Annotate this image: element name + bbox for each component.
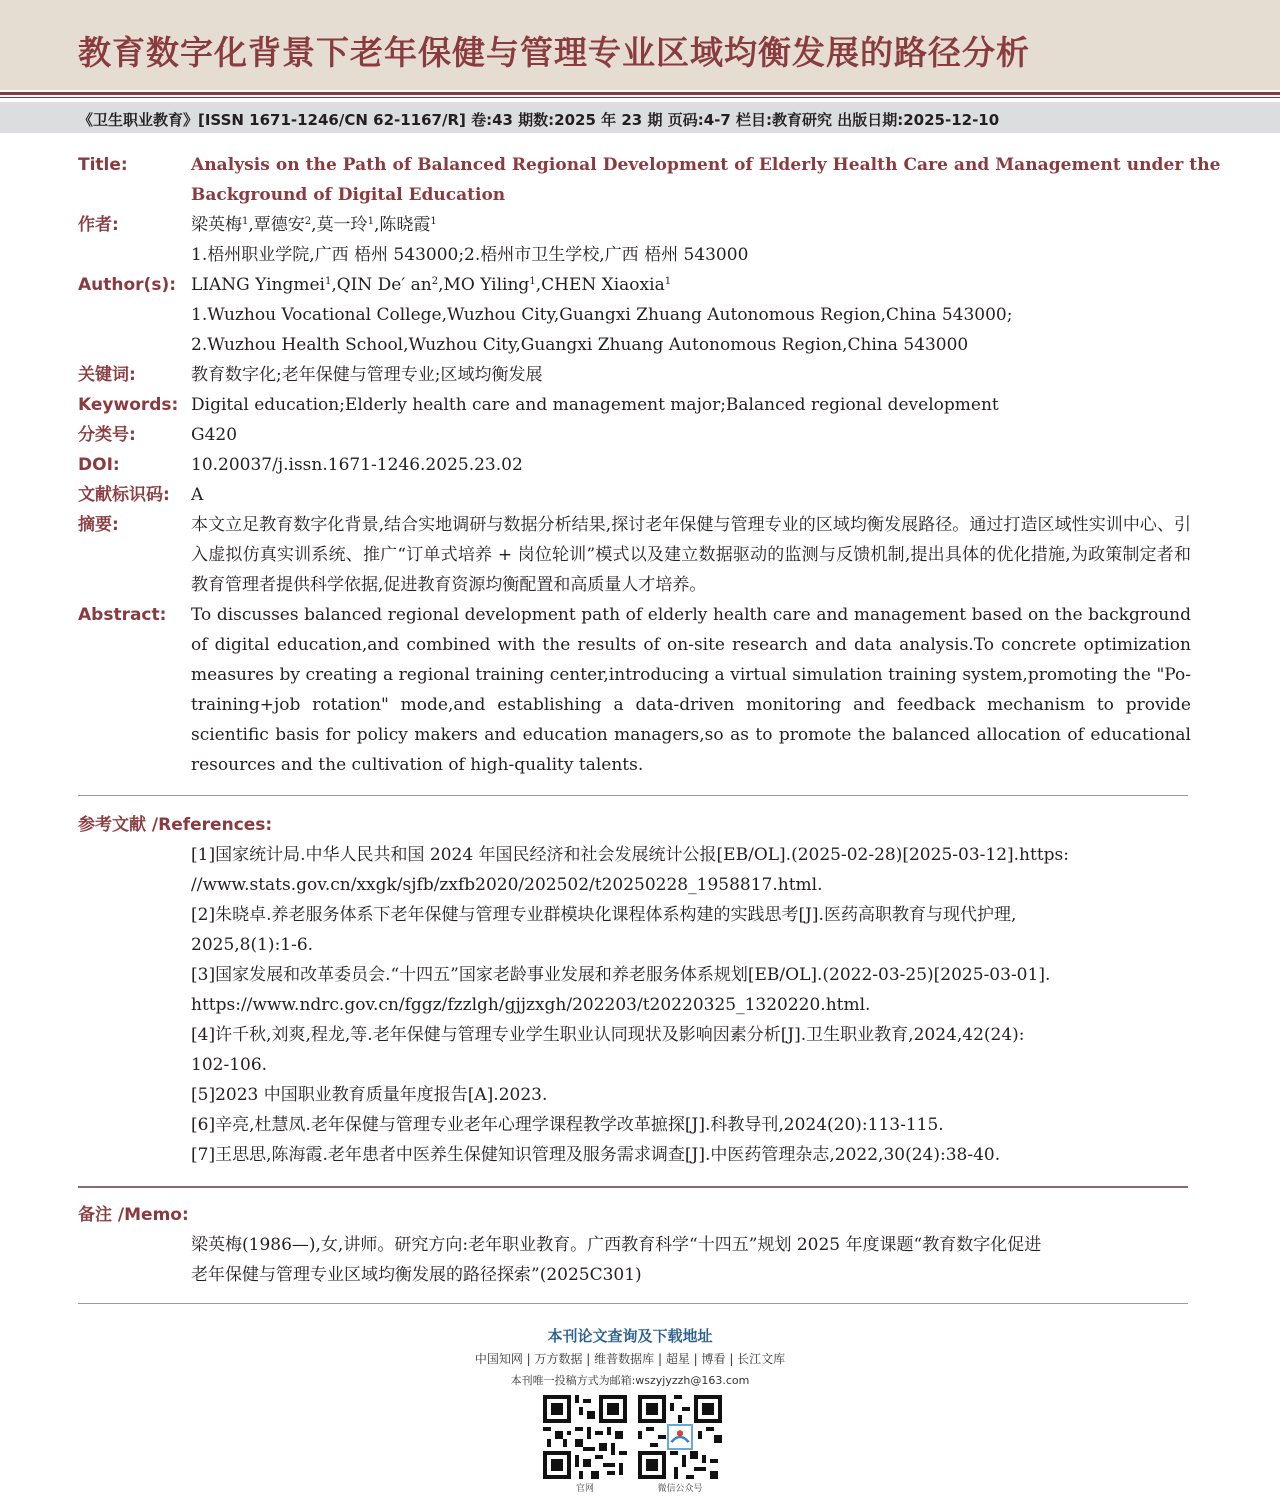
classification-value: G420	[191, 425, 238, 445]
author-cn: 莫一玲	[316, 215, 368, 235]
reference-line: [3]国家发展和改革委员会.“十四五”国家老龄事业发展和养老服务体系规划[EB/OL].(2022-03-25)[2025-03-01].	[191, 965, 1051, 985]
abstract-cn-label: 摘要:	[78, 515, 119, 535]
affiliation-en-2: 2.Wuzhou Health School,Wuzhou City,Guangxi Zhuang Autonomous Region,China 543000	[191, 335, 969, 355]
author-sup: 1	[430, 216, 437, 227]
author-sup: 1	[242, 216, 249, 227]
author-sup: 1	[367, 216, 374, 227]
footer-title: 本刊论文查询及下载地址	[547, 1327, 713, 1345]
author-cn: 陈晓霞	[379, 215, 431, 235]
reference-line: [6]辛亮,杜慧凤.老年保健与管理专业老年心理学课程教学改革摭探[J].科教导刊,2024(20):113-115.	[191, 1115, 944, 1135]
section-divider	[78, 1303, 1188, 1304]
memo-line-2: 老年保健与管理专业区域均衡发展的路径探索”(2025C301)	[191, 1265, 642, 1285]
authors-en-value	[191, 270, 1191, 360]
reference-line: [4]许千秋,刘爽,程龙,等.老年保健与管理专业学生职业认同现状及影响因素分析[J].卫生职业教育,2024,42(24):	[191, 1025, 1025, 1045]
website-qr-caption: 官网	[575, 1484, 594, 1494]
journal-meta: 《卫生职业教育》[ISSN 1671-1246/CN 62-1167/R] 卷:43 期数:2025 年 23 期 页码:4-7 栏目:教育研究 出版日期:2025-12-10	[78, 111, 1000, 129]
authors-en-label: Author(s):	[78, 275, 177, 295]
journal-meta-band	[0, 102, 1280, 133]
keywords-cn-label: 关键词:	[78, 365, 136, 385]
title-divider	[0, 92, 1280, 95]
author-sup: 1	[324, 276, 332, 287]
reference-line: 2025,8(1):1-6.	[191, 935, 314, 955]
authors-cn-line: 梁英梅$^1$,覃德安$^2$,莫一玲$^1$,陈晓霞$^1$	[191, 215, 437, 235]
memo-heading: 备注 /Memo:	[78, 1205, 189, 1225]
section-divider	[78, 1186, 1188, 1188]
title-band	[0, 0, 1280, 90]
memo-body	[191, 1230, 1191, 1290]
reference-line: [1]国家统计局.中华人民共和国 2024 年国民经济和社会发展统计公报[EB/OL].(2025-02-28)[2025-03-12].https:	[191, 845, 1069, 865]
author-sup: 2	[304, 216, 312, 227]
reference-line: [7]王思思,陈海霞.老年患者中医养生保健知识管理及服务需求调查[J].中医药管理杂志,2022,30(24):38-40.	[191, 1145, 1001, 1165]
affiliation-en-1: 1.Wuzhou Vocational College,Wuzhou City,Guangxi Zhuang Autonomous Region,China 543000;	[191, 305, 1013, 325]
memo-line-1: 梁英梅(1986—),女,讲师。研究方向:老年职业教育。广西教育科学“十四五”规划 2025 年度课题“教育数字化促进	[191, 1235, 1042, 1255]
classification-label: 分类号:	[78, 425, 136, 445]
keywords-en-label: Keywords:	[78, 395, 179, 415]
author-en: CHEN Xiaoxia	[541, 275, 665, 295]
doi-label: DOI:	[78, 455, 120, 475]
reference-line: [5]2023 中国职业教育质量年度报告[A].2023.	[191, 1085, 548, 1105]
title-value	[191, 150, 1221, 210]
title-line-2: Background of Digital Education	[191, 185, 506, 205]
author-sup: 1	[529, 276, 536, 287]
author-sup: 2	[431, 276, 439, 287]
abstract-cn-value: 本文立足教育数字化背景,结合实地调研与数据分析结果,探讨老年保健与管理专业的区域均衡发展路径。通过打造区域性实训中心、引入虚拟仿真实训系统、推广“订单式培养 + 岗位轮训”模式以及建立数据驱动的监测与反馈机制,提出具体的优化措施,为政策制定者和教育管理者提供科学依据,促进教育资源均衡配置和高质量人才培养。	[191, 515, 1191, 595]
references-heading: 参考文献 /References:	[78, 815, 273, 835]
wechat-qr-caption: 微信公众号	[657, 1484, 703, 1494]
footer-email[interactable]: 本刊唯一投稿方式为邮箱:wszyjyzzh@163.com	[510, 1374, 750, 1387]
doc-code-label: 文献标识码:	[78, 485, 170, 505]
references-list	[191, 840, 1191, 1170]
title-label: Title:	[78, 155, 128, 175]
author-en: LIANG Yingmei	[191, 275, 325, 295]
affiliation-cn: 1.梧州职业学院,广西 梧州 543000;2.梧州市卫生学校,广西 梧州 543000	[191, 245, 749, 265]
author-en: MO Yiling	[443, 275, 530, 295]
reference-line[interactable]: //www.stats.gov.cn/xxgk/sjfb/zxfb2020/202502/t20250228_1958817.html.	[191, 875, 823, 895]
website-qr-code[interactable]	[543, 1395, 627, 1479]
author-en: QIN De′ an	[336, 275, 432, 295]
reference-line[interactable]: https://www.ndrc.gov.cn/fggz/fzzlgh/gjjzxgh/202203/t20220325_1320220.html.	[191, 995, 871, 1015]
doi-value[interactable]: 10.20037/j.issn.1671-1246.2025.23.02	[191, 455, 523, 475]
authors-cn-value	[191, 210, 1191, 270]
keywords-cn-value: 教育数字化;老年保健与管理专业;区域均衡发展	[191, 365, 543, 385]
title-line-1: Analysis on the Path of Balanced Regional Development of Elderly Health Care and Management under the	[191, 155, 1221, 175]
section-divider	[78, 795, 1188, 796]
authors-cn-label: 作者:	[78, 215, 119, 235]
abstract-en-label: Abstract:	[78, 605, 167, 625]
author-cn: 覃德安	[253, 215, 305, 235]
doc-code-value: A	[191, 485, 204, 505]
reference-line: [2]朱晓卓.养老服务体系下老年保健与管理专业群模块化课程体系构建的实践思考[J].医药高职教育与现代护理,	[191, 905, 1017, 925]
footer-databases[interactable]: 中国知网 | 万方数据 | 维普数据库 | 超星 | 博看 | 长江文库	[474, 1352, 786, 1366]
author-cn: 梁英梅	[191, 215, 242, 235]
title-divider-thin	[0, 97, 1280, 98]
author-sup: 1	[664, 276, 672, 287]
keywords-en-value: Digital education;Elderly health care and management major;Balanced regional development	[191, 395, 999, 415]
abstract-en-value: To discusses balanced regional development path of elderly health care and management based on the background of digital education,and combined with the results of on-site research and data analysis.To concrete optimization measures by creating a regional training center,introducing a virtual simulation training system,promoting the "Po-training+job rotation" mode,and establishing a data-driven monitoring and feedback mechanism to provide scientific basis for policy makers and education managers,so as to promote the balanced allocation of educational resources and the cultivation of high-quality talents.	[191, 605, 1191, 775]
article-title: 教育数字化背景下老年保健与管理专业区域均衡发展的路径分析	[78, 33, 1030, 72]
reference-line: 102-106.	[191, 1055, 268, 1075]
wechat-qr-code[interactable]	[638, 1395, 722, 1479]
authors-en-line: LIANG Yingmei$^1$,QIN De′ $an^2,MO$ Yiling$^1$,CHEN Xiaoxia$^1$	[191, 275, 672, 295]
